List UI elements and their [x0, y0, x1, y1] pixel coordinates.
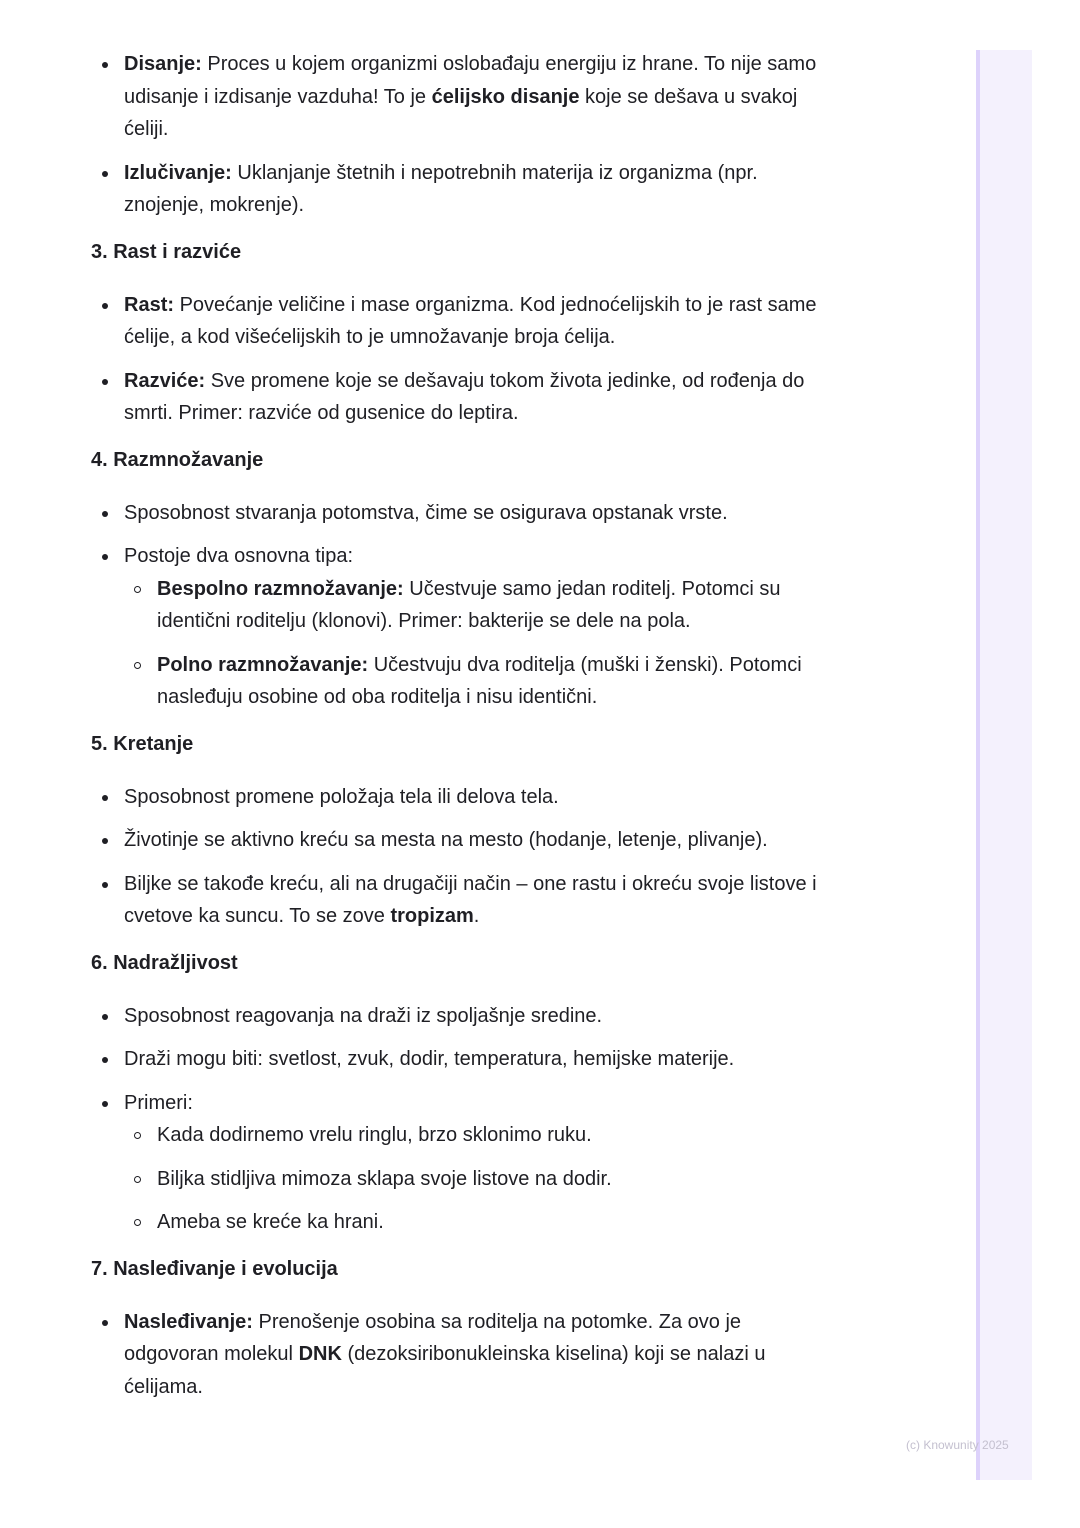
sublist-item-bespolno: Bespolno razmnožavanje: Učestvuje samo jedan roditelj. Potomci su identični roditelju (klonovi). Primer: bakterije se dele na pola.	[124, 573, 836, 638]
heading-nadrazljivost: 6. Nadražljivost	[91, 951, 238, 974]
list-item: Primeri:	[91, 1087, 836, 1120]
list-item-disanje: Disanje: Proces u kojem organizmi oslobađaju energiju iz hrane. To nije samo udisanje i izdisanje vazduha! To je ćelijsko disanje koje se dešava u svakoj ćeliji.	[91, 48, 836, 146]
list-rast	[91, 289, 836, 430]
sublist-item: Ameba se kreće ka hrani.	[124, 1206, 836, 1239]
list-item: Draži mogu biti: svetlost, zvuk, dodir, temperatura, hemijske materije.	[91, 1043, 836, 1076]
heading-rast: 3. Rast i razviće	[91, 240, 242, 263]
side-panel	[976, 50, 1032, 1480]
list-razmnozavanje	[91, 497, 836, 573]
sublist-primeri	[91, 1119, 836, 1239]
list-item: Sposobnost reagovanja na draži iz spoljašnje sredine.	[91, 1000, 836, 1033]
list-item: Sposobnost stvaranja potomstva, čime se osigurava opstanak vrste.	[91, 497, 836, 530]
sublist-item: Kada dodirnemo vrelu ringlu, brzo sklonimo ruku.	[124, 1119, 836, 1152]
list-item-nasledjivanje: Nasleđivanje: Prenošenje osobina sa roditelja na potomke. Za ovo je odgovoran molekul DNK (dezoksiribonukleinska kiselina) koji se nalazi u ćelijama.	[91, 1306, 836, 1404]
heading-razmnozavanje: 4. Razmnožavanje	[91, 448, 264, 471]
document-content	[91, 48, 836, 1414]
sublist-item-polno: Polno razmnožavanje: Učestvuju dva roditelja (muški i ženski). Potomci nasleđuju osobine od oba roditelja i nisu identični.	[124, 649, 836, 714]
list-nadrazljivost	[91, 1000, 836, 1120]
heading-nasledjivanje: 7. Nasleđivanje i evolucija	[91, 1257, 338, 1280]
list-section-2-tail	[91, 48, 836, 222]
list-nasledjivanje	[91, 1306, 836, 1404]
sublist-item: Biljka stidljiva mimoza sklapa svoje listove na dodir.	[124, 1163, 836, 1196]
list-item: Životinje se aktivno kreću sa mesta na mesto (hodanje, letenje, plivanje).	[91, 824, 836, 857]
watermark: (c) Knowunity 2025	[906, 1438, 1009, 1452]
list-item-rast: Rast: Povećanje veličine i mase organizma. Kod jednoćelijskih to je rast same ćelije, a kod višećelijskih to je umnožavanje broja ćelija.	[91, 289, 836, 354]
list-item: Sposobnost promene položaja tela ili delova tela.	[91, 781, 836, 814]
sublist-tipovi	[91, 573, 836, 714]
list-item: Postoje dva osnovna tipa:	[91, 540, 836, 573]
list-item-razvice: Razviće: Sve promene koje se dešavaju tokom života jedinke, od rođenja do smrti. Primer: razviće od gusenice do leptira.	[91, 365, 836, 430]
heading-kretanje: 5. Kretanje	[91, 732, 194, 755]
list-item-izlucivanje: Izlučivanje: Uklanjanje štetnih i nepotrebnih materija iz organizma (npr. znojenje, mokrenje).	[91, 157, 836, 222]
list-item: Biljke se takođe kreću, ali na drugačiji način – one rastu i okreću svoje listove i cvetove ka suncu. To se zove tropizam.	[91, 868, 836, 933]
list-kretanje	[91, 781, 836, 933]
